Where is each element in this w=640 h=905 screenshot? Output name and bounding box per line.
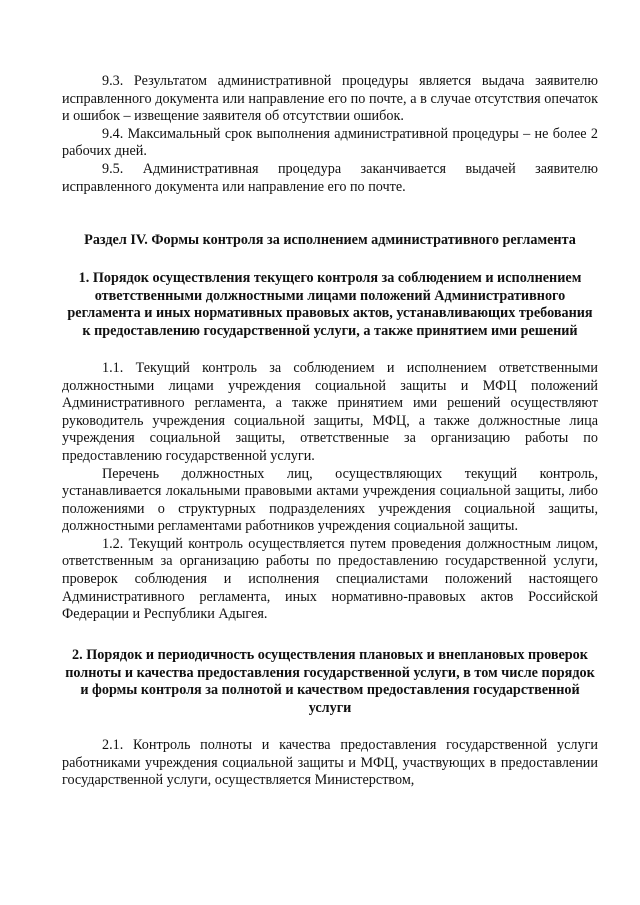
subsection-2-title: 2. Порядок и периодичность осуществления плановых и внеплановых проверок полноты и качества предоставления государственной услуги, в том числе порядок и формы контроля за полнотой и качеством предоставления государственной услуги <box>65 646 595 717</box>
paragraph-officials-list: Перечень должностных лиц, осуществляющих текущий контроль, устанавливается локальными правовыми актами учреждения социальной защиты, либо положениями о структурных подразделениях учреждения социальной защиты, должностными регламентами работников учреждения социальной защиты. <box>62 465 598 535</box>
subsection-1-title: 1. Порядок осуществления текущего контроля за соблюдением и исполнением ответственными должностными лицами положений Административного регламента и иных нормативных правовых актов, устанавливающих требования к предоставлению государственной услуги, а также принятием ими решений <box>67 269 593 340</box>
paragraph-9-5: 9.5. Административная процедура заканчивается выдачей заявителю исправленного документа или направление его по почте. <box>62 160 598 195</box>
page-content <box>62 73 598 790</box>
paragraph-1-2: 1.2. Текущий контроль осуществляется путем проведения должностным лицом, ответственным за организацию работы по предоставлению государственной услуги, проверок соблюдения и исполнения специалистами положений настоящего Административного регламента, иных нормативно-правовых актов Российской Федерации и Республики Адыгея. <box>62 535 598 623</box>
section-title: Раздел IV. Формы контроля за исполнением административного регламента <box>84 232 576 249</box>
paragraph-1-1: 1.1. Текущий контроль за соблюдением и исполнением ответственными должностными лицами учреждения социальной защиты и МФЦ положений Административного регламента, а также принятием ими решений осуществляют руководитель учреждения социальной защиты, МФЦ, а также должностные лица учреждения социальной защиты, ответственные за организацию работы по предоставлению государственной услуги. <box>62 359 598 464</box>
paragraph-9-3: 9.3. Результатом административной процедуры является выдача заявителю исправленного документа или направление его по почте, а в случае отсутствия опечаток и ошибок – извещение заявителя об отсутствии ошибок. <box>62 73 598 125</box>
paragraph-9-4: 9.4. Максимальный срок выполнения административной процедуры – не более 2 рабочих дней. <box>62 125 598 160</box>
paragraph-2-1: 2.1. Контроль полноты и качества предоставления государственной услуги работниками учреждения социальной защиты и МФЦ, участвующих в предоставлении государственной услуги, осуществляется Министерством, <box>62 737 598 789</box>
